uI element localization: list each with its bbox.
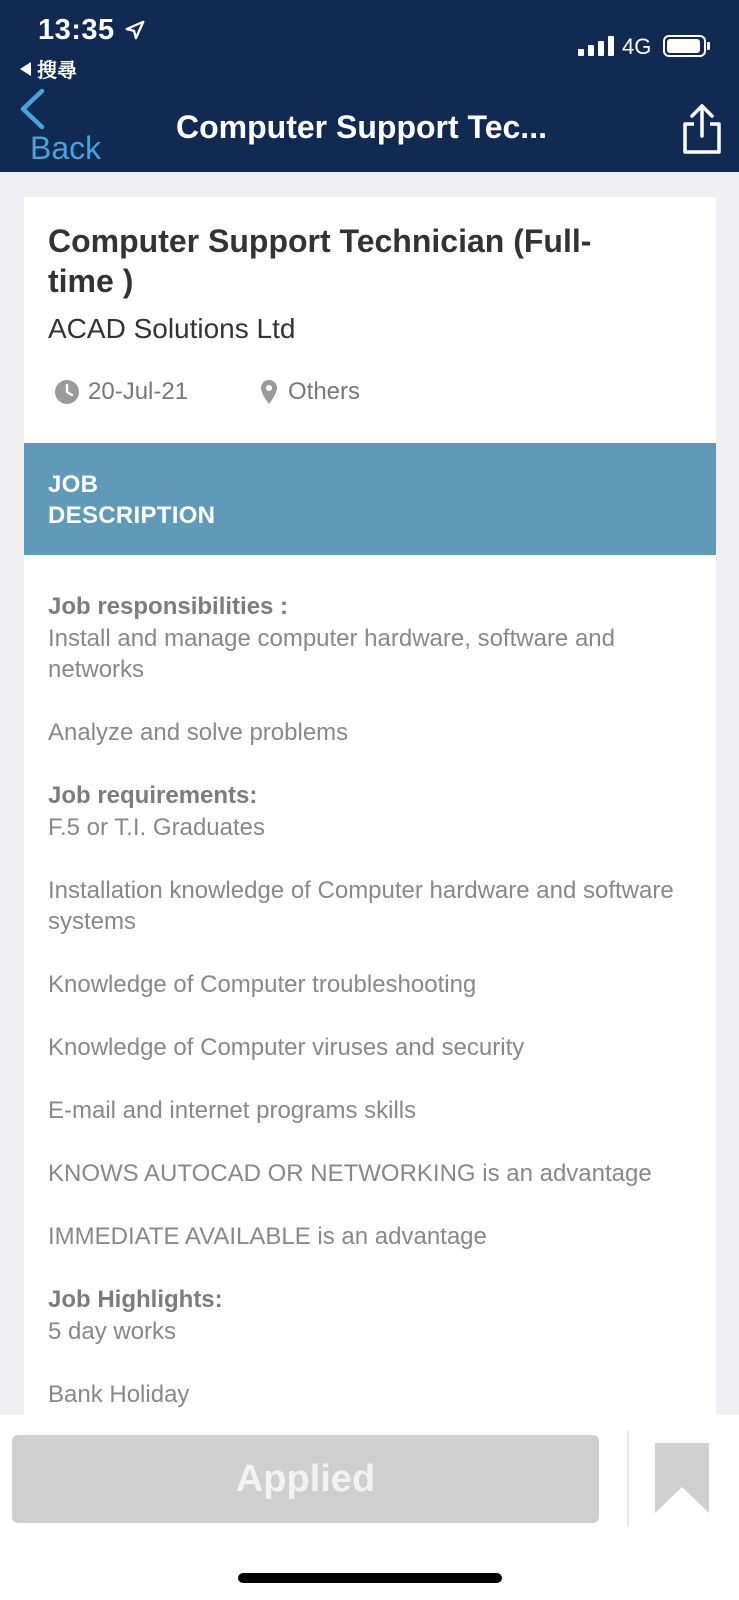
company-name: ACAD Solutions Ltd bbox=[48, 313, 296, 344]
job-location bbox=[260, 378, 360, 406]
back-label: Back bbox=[30, 130, 102, 166]
back-to-app-label: 搜尋 bbox=[37, 60, 77, 82]
applied-button[interactable]: Applied bbox=[12, 1435, 599, 1523]
status-time: 13:35 bbox=[38, 14, 115, 46]
post-date bbox=[54, 378, 188, 406]
list-item: IMMEDIATE AVAILABLE is an advantage bbox=[48, 1223, 487, 1250]
divider bbox=[627, 1431, 629, 1527]
bookmark-icon[interactable] bbox=[655, 1443, 709, 1513]
requirements-block bbox=[48, 780, 688, 843]
location-arrow-icon bbox=[124, 19, 146, 41]
chevron-left-icon bbox=[18, 88, 46, 130]
post-date-text: 20-Jul-21 bbox=[88, 378, 189, 405]
clock-icon bbox=[54, 379, 80, 405]
back-triangle-icon bbox=[20, 62, 31, 76]
back-to-app[interactable] bbox=[20, 54, 77, 83]
job-location-text: Others bbox=[288, 378, 361, 405]
highlights-block bbox=[48, 1284, 688, 1347]
back-button[interactable] bbox=[16, 84, 126, 164]
list-item: E-mail and internet programs skills bbox=[48, 1097, 417, 1124]
network-type: 4G bbox=[622, 34, 652, 59]
list-item: Installation knowledge of Computer hardware and software systems bbox=[48, 876, 674, 935]
list-item: Knowledge of Computer troubleshooting bbox=[48, 971, 477, 998]
map-pin-icon bbox=[260, 379, 278, 405]
job-card bbox=[24, 197, 716, 1415]
list-item: Install and manage computer hardware, software and networks bbox=[48, 624, 615, 683]
responsibilities-block bbox=[48, 591, 688, 686]
job-description bbox=[48, 591, 688, 1415]
list-item: Knowledge of Computer viruses and security bbox=[48, 1034, 525, 1061]
signal-icon bbox=[578, 36, 614, 56]
home-indicator bbox=[238, 1573, 502, 1583]
responsibilities-heading: Job responsibilities : bbox=[48, 593, 289, 620]
app-header bbox=[0, 0, 739, 172]
list-item: 5 day works bbox=[48, 1317, 177, 1345]
nav-title: Computer Support Tec... bbox=[176, 109, 547, 145]
battery-icon bbox=[663, 35, 711, 57]
list-item: F.5 or T.I. Graduates bbox=[48, 813, 265, 841]
list-item: Analyze and solve problems bbox=[48, 719, 349, 746]
share-icon[interactable] bbox=[680, 102, 724, 156]
highlights-heading: Job Highlights: bbox=[48, 1286, 223, 1313]
job-description-header bbox=[24, 443, 716, 555]
list-item: KNOWS AUTOCAD OR NETWORKING is an advantage bbox=[48, 1160, 652, 1187]
requirements-heading: Job requirements: bbox=[48, 782, 258, 809]
bottom-action-bar bbox=[0, 1415, 739, 1600]
list-item: Bank Holiday bbox=[48, 1380, 190, 1408]
job-title: Computer Support Technician (Full-time ) bbox=[48, 223, 592, 299]
section-title: JOB DESCRIPTION bbox=[48, 471, 216, 529]
